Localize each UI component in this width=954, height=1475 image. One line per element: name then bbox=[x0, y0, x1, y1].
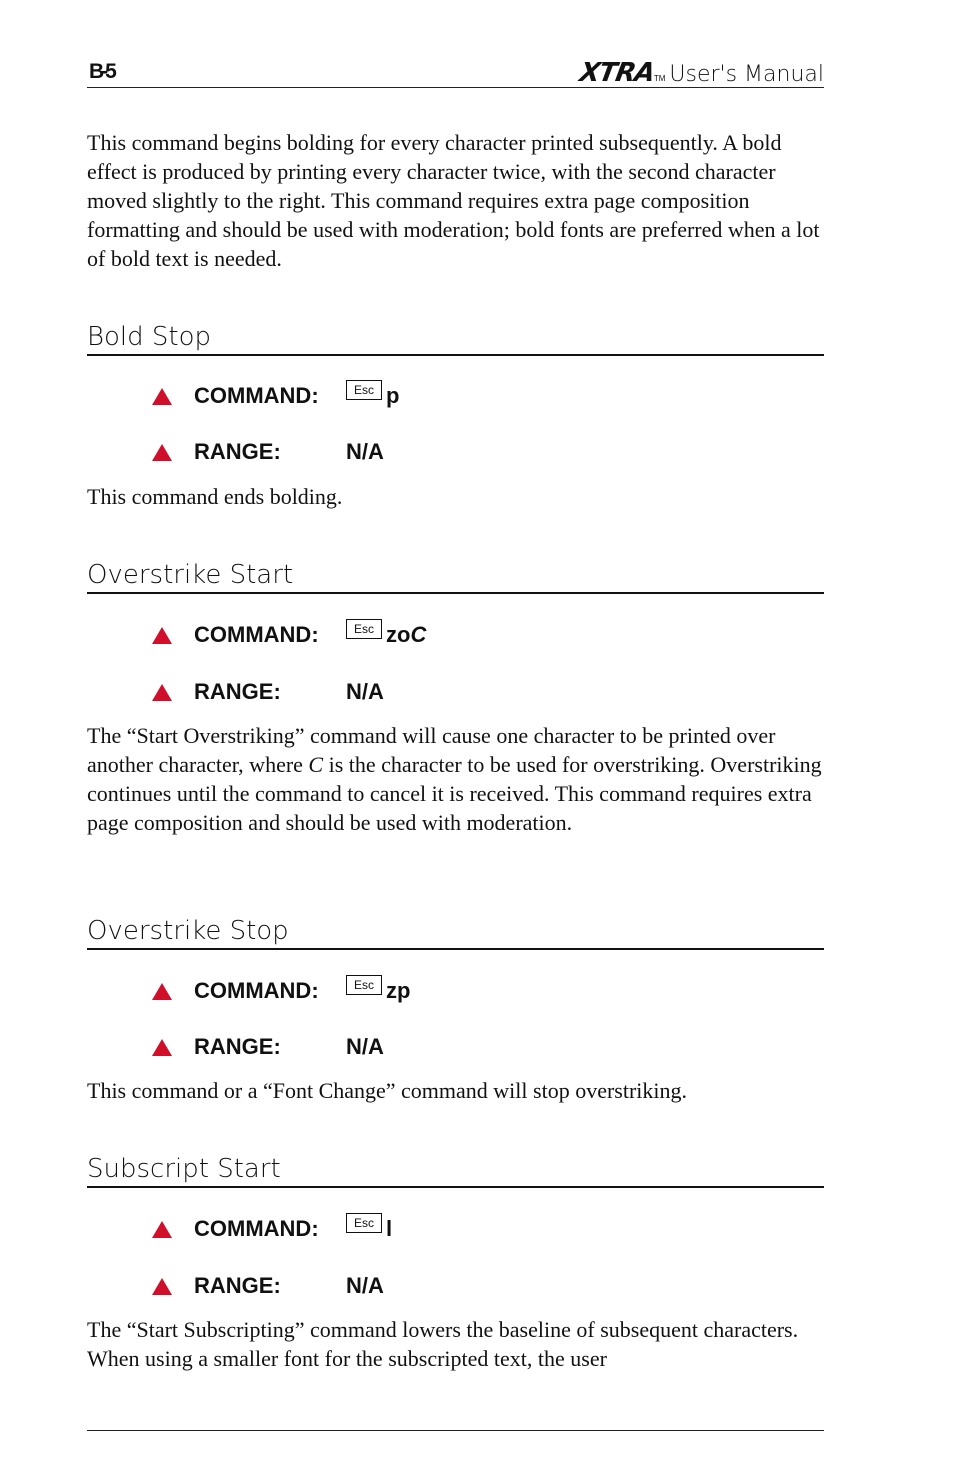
triangle-bullet-icon bbox=[152, 1278, 172, 1295]
range-label: RANGE: bbox=[194, 679, 281, 704]
triangle-bullet-icon bbox=[152, 388, 172, 405]
intro-paragraph: This command begins bolding for every character printed subsequently. A bold effect is produced by printing every character twice, with the second character moved slightly to the right. This command requires extra page composition formatting and should be used with moderation; bold fonts are preferred when a lot of bold text is needed. bbox=[87, 130, 820, 271]
range-row bbox=[152, 1032, 384, 1062]
manual-title: User's Manual bbox=[669, 62, 824, 87]
footer-rule bbox=[87, 1430, 824, 1431]
command-label: COMMAND: bbox=[194, 622, 319, 647]
brand-trademark: TM bbox=[653, 74, 666, 83]
command-label: COMMAND: bbox=[194, 978, 319, 1003]
section-description: This command ends bolding. bbox=[87, 484, 343, 509]
command-label: COMMAND: bbox=[194, 1216, 319, 1241]
command-row bbox=[152, 620, 426, 650]
section-description bbox=[87, 721, 827, 837]
section-title: Bold Stop bbox=[87, 322, 212, 352]
triangle-bullet-icon bbox=[152, 684, 172, 701]
header-title-group bbox=[577, 58, 824, 88]
esc-key-icon: Esc bbox=[346, 619, 382, 639]
brand-logo: XTRA bbox=[577, 58, 657, 88]
command-row bbox=[152, 1214, 392, 1244]
range-label: RANGE: bbox=[194, 439, 281, 464]
range-label: RANGE: bbox=[194, 1034, 281, 1059]
esc-key-icon: Esc bbox=[346, 975, 382, 995]
section-title: Subscript Start bbox=[87, 1154, 281, 1184]
section-title: Overstrike Stop bbox=[87, 916, 289, 946]
triangle-bullet-icon bbox=[152, 1221, 172, 1238]
range-value: N/A bbox=[346, 1034, 384, 1059]
section-heading bbox=[87, 1150, 824, 1188]
range-row bbox=[152, 437, 384, 467]
section-heading bbox=[87, 912, 824, 950]
section-title: Overstrike Start bbox=[87, 560, 294, 590]
command-row bbox=[152, 381, 399, 411]
esc-key-icon: Esc bbox=[346, 380, 382, 400]
triangle-bullet-icon bbox=[152, 1039, 172, 1056]
section-heading bbox=[87, 556, 824, 594]
section-description: The “Start Subscripting” command lowers the baseline of subsequent characters. When using a smaller font for the subscripted text, the user bbox=[87, 1317, 799, 1371]
range-row bbox=[152, 677, 384, 707]
page-number: B-5 bbox=[89, 60, 114, 83]
command-value bbox=[386, 622, 426, 648]
section-heading bbox=[87, 318, 824, 356]
command-row bbox=[152, 976, 410, 1006]
range-row bbox=[152, 1271, 384, 1301]
section-description: This command or a “Font Change” command will stop overstriking. bbox=[87, 1078, 688, 1103]
esc-key-icon: Esc bbox=[346, 1213, 382, 1233]
command-label: COMMAND: bbox=[194, 383, 319, 408]
triangle-bullet-icon bbox=[152, 444, 172, 461]
page-header bbox=[87, 56, 824, 88]
command-variable: C bbox=[410, 622, 427, 647]
range-label: RANGE: bbox=[194, 1273, 281, 1298]
command-text: zo bbox=[386, 622, 411, 647]
command-value: p bbox=[386, 383, 400, 408]
description-text: The “Start Overstriking” command will cause one character to be printed over another character, where bbox=[87, 723, 776, 777]
range-value: N/A bbox=[346, 679, 384, 704]
range-value: N/A bbox=[346, 439, 384, 464]
range-value: N/A bbox=[346, 1273, 384, 1298]
command-value: zp bbox=[386, 978, 411, 1003]
description-text: is the character to be used for overstriking. Overstriking continues until the command to cancel it is received. This command requires extra page composition and should be used with moderation. bbox=[87, 752, 822, 835]
triangle-bullet-icon bbox=[152, 627, 172, 644]
description-variable: C bbox=[308, 752, 324, 777]
triangle-bullet-icon bbox=[152, 983, 172, 1000]
command-value: l bbox=[386, 1216, 393, 1241]
